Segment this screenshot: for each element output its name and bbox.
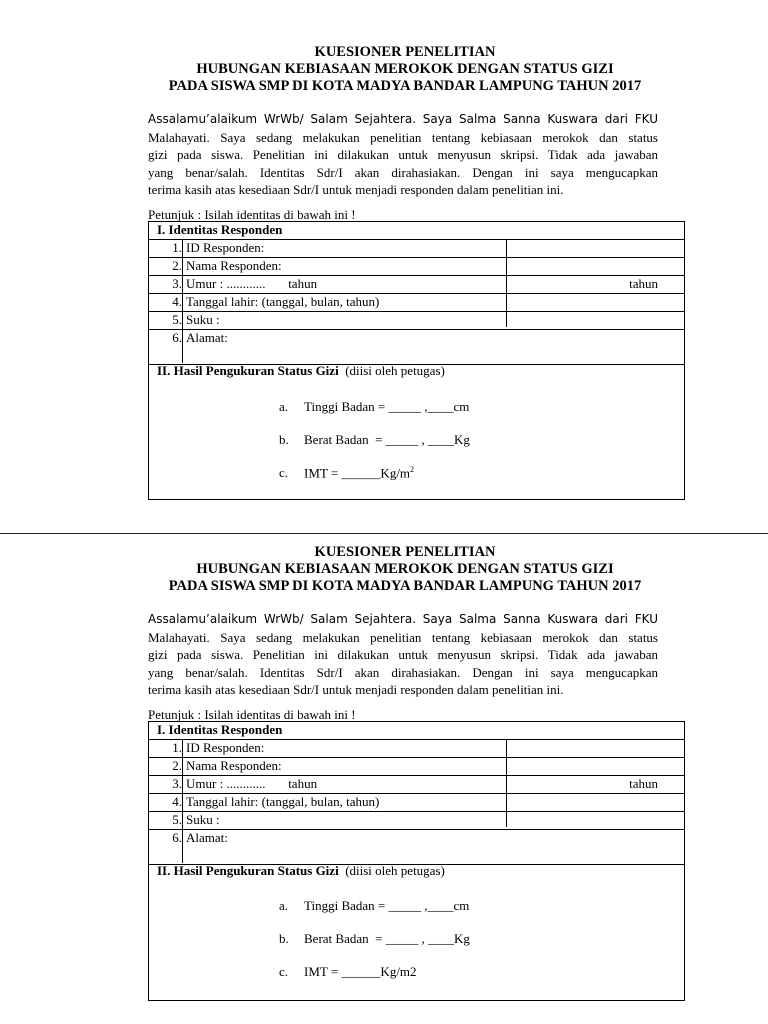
measure-weight[interactable] [279,931,470,947]
intro-line: terima kasih atas kesediaan Sdr/I untuk menjadi responden dalam penelitian ini. [148,182,564,197]
intro-line: gizi pada siswa. Penelitian ini dilakukan untuk menyusun skripsi. Tidak ada jawaban [148,147,658,162]
intro-line: Malahayati. Saya sedang melakukan penelitian tentang kebiasaan merokok dan status [148,629,658,645]
form-row-birthdate[interactable] [149,293,684,312]
intro-line: yang benar/salah. Identitas Sdr/I akan dirahasiakan. Dengan ini saya mengucapkan [148,664,658,680]
section1-heading: I. Identitas Responden [157,722,283,737]
measure-height[interactable] [279,399,469,415]
measure-letter: c. [279,465,289,481]
intro-line: Assalamu’alaikum WrWb/ Salam Sejahtera. Saya Salma Sanna Kuswara dari FKU [148,612,658,626]
row-number: 4. [172,794,182,809]
row-unit: tahun [629,276,658,291]
measure-text: Tinggi Badan = _____ ,____cm [304,399,470,414]
row-number: 3. [172,776,182,791]
row-number: 5. [172,312,182,327]
instruction-text: Petunjuk : Isilah identitas di bawah ini ! [148,207,356,222]
questionnaire-subtitle: HUBUNGAN KEBIASAAN MEROKOK DENGAN STATUS GIZI [196,561,614,577]
measure-letter: a. [279,399,289,414]
intro-line: terima kasih atas kesediaan Sdr/I untuk menjadi responden dalam penelitian ini. [148,682,564,697]
respondent-form-table [148,721,685,1001]
intro-line: Malahayati. Saya sedang melakukan penelitian tentang kebiasaan merokok dan status [148,129,658,145]
row-label: ID Responden: [186,740,265,755]
form-row-address[interactable] [149,329,684,365]
intro-line: Assalamu’alaikum WrWb/ Salam Sejahtera. Saya Salma Sanna Kuswara dari FKU [148,112,658,126]
measure-bmi[interactable] [279,465,414,481]
instruction-text: Petunjuk : Isilah identitas di bawah ini ! [148,707,356,722]
questionnaire-title: KUESIONER PENELITIAN [314,544,496,560]
row-label: Alamat: [186,830,228,845]
form-row-id[interactable] [149,239,684,258]
row-label: Suku : [186,812,220,827]
row-number: 1. [172,740,182,755]
measure-letter: b. [279,931,289,946]
measure-text: IMT = ______Kg/m2 [304,964,417,979]
measure-text: Tinggi Badan = _____ ,____cm [304,898,470,913]
measure-letter: a. [279,898,289,913]
form-row-ethnicity[interactable] [149,811,684,830]
questionnaire-page-1 [0,0,768,500]
section1-header-row [149,222,684,240]
row-number: 6. [172,830,182,845]
section1-heading: I. Identitas Responden [157,222,283,237]
row-label: Umur : ............ tahun [186,776,318,791]
section1-header-row [149,722,684,740]
row-unit: tahun [629,776,658,791]
intro-paragraph [148,111,658,199]
row-label: Tanggal lahir: (tanggal, bulan, tahun) [186,794,380,809]
row-label: ID Responden: [186,240,265,255]
intro-line: gizi pada siswa. Penelitian ini dilakukan untuk menyusun skripsi. Tidak ada jawaban [148,647,658,662]
questionnaire-title: KUESIONER PENELITIAN [314,44,496,60]
section2-heading [157,863,445,879]
measure-weight[interactable] [279,432,470,448]
form-row-age[interactable] [149,275,684,294]
form-row-birthdate[interactable] [149,793,684,812]
form-row-ethnicity[interactable] [149,311,684,330]
section2-title: II. Hasil Pengukuran Status Gizi [157,863,339,878]
row-label: Alamat: [186,330,228,345]
row-label: Nama Responden: [186,258,282,273]
questionnaire-page-2 [0,500,768,1000]
measure-letter: b. [279,432,289,447]
measure-text: Berat Badan = _____ , ____Kg [304,432,470,447]
section2-note: (diisi oleh petugas) [345,363,445,378]
row-number: 1. [172,240,182,255]
row-label: Suku : [186,312,220,327]
row-number: 2. [172,758,182,773]
questionnaire-subtitle-2: PADA SISWA SMP DI KOTA MADYA BANDAR LAMPUNG TAHUN 2017 [168,78,642,94]
form-row-address[interactable] [149,829,684,865]
form-row-age[interactable] [149,775,684,794]
section2-note: (diisi oleh petugas) [345,863,445,878]
row-label: Nama Responden: [186,758,282,773]
intro-line: yang benar/salah. Identitas Sdr/I akan dirahasiakan. Dengan ini saya mengucapkan [148,164,658,180]
row-number: 3. [172,276,182,291]
row-number: 2. [172,258,182,273]
measure-superscript: 2 [410,465,415,474]
row-number: 5. [172,812,182,827]
section2-heading [157,363,445,379]
respondent-form-table [148,221,685,500]
questionnaire-subtitle-2: PADA SISWA SMP DI KOTA MADYA BANDAR LAMPUNG TAHUN 2017 [168,578,642,594]
measure-text: IMT = ______Kg/m [304,465,411,481]
row-label: Tanggal lahir: (tanggal, bulan, tahun) [186,294,380,309]
measure-height[interactable] [279,898,469,914]
row-number: 4. [172,294,182,309]
section2-title: II. Hasil Pengukuran Status Gizi [157,363,339,378]
measure-text: Berat Badan = _____ , ____Kg [304,931,470,946]
row-label: Umur : ............ tahun [186,276,318,291]
intro-paragraph [148,611,658,699]
questionnaire-subtitle: HUBUNGAN KEBIASAAN MEROKOK DENGAN STATUS GIZI [196,61,614,77]
row-number: 6. [172,330,182,345]
measure-bmi[interactable] [279,964,417,980]
form-row-name[interactable] [149,257,684,276]
measure-letter: c. [279,964,289,979]
form-row-id[interactable] [149,739,684,758]
form-row-name[interactable] [149,757,684,776]
